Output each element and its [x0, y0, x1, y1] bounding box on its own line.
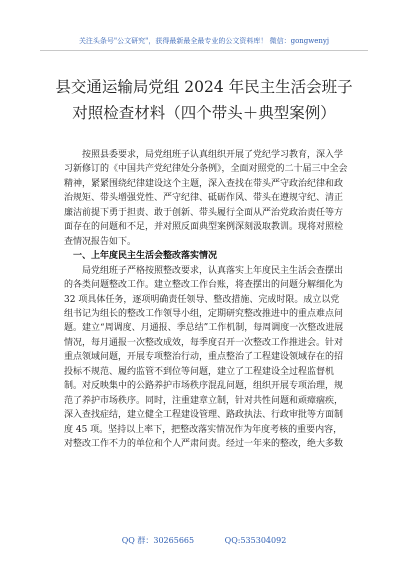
footer-contact [40, 535, 368, 546]
document-title-line-2: 对照检查材料（四个带头＋典型案例） [72, 104, 336, 122]
section-heading: 一、上年度民主生活会整改落实情况 [73, 251, 218, 262]
intro-paragraph: 按照县委要求，局党组班子认真组织开展了党纪学习教育，深入学习新修订的《中国共产党纪律处分条例》，全面对照党的二十届三中全会精神，紧紧围绕纪律建设这个主题，深入查找在带头严守政治纪律和政治规矩、带头增强党性、严守纪律、砥砺作风、带头在遵规守纪、清正廉洁前提下勇于担责、敢于创新、带头履行全面从严治党政治责任等方面存在的问题和不足，并对照反面典型案例深刻汲取教训。现将对照检查情况报告如下。 [64, 150, 348, 247]
header-divider [40, 50, 368, 51]
header-promo-note: 关注头条号"公文研究"，获得最新最全最专业的公文资料库！ 微信：gongwenyj [78, 37, 330, 45]
section-paragraph: 局党组班子严格按照整改要求，认真落实上年度民主生活会查摆出的各类问题整改工作。建立整改工作台账，将查摆出的问题分解细化为 32 项具体任务，逐项明确责任领导、整改措施、完成时限。成立以党组书记为组长的整改工作领导小组，定期研究整改推进中的重点难点问题。建立“周调度、月通报、季总结”工作机制，每周调度一次整改进展情况，每月通报一次整改成效，每季度召开一次整改工作推进会。针对重点领域问题，开展专项整治行动，重点整治了工程建设领域存在的招投标不规范、履约监管不到位等问题，建立了工程建设全过程监督机制。对反映集中的公路养护市场秩序混乱问题，组织开展专项治理，规范了养护市场秩序。同时，注重建章立制，针对共性问题和顽瘴痼疾，深入查找症结，建立健全工程建设管理、路政执法、行政审批等方面制度 45 项。坚持以上率下，把整改落实情况作为年度考核的重要内容，对整改工作不力的单位和个人严肃问责。经过一年来的整改，绝大多数 [64, 265, 344, 450]
document-body [64, 148, 348, 452]
document-title-line-1: 县交通运输局党组 2024 年民主生活会班子 [55, 78, 353, 96]
footer-qq-group: QQ 群：30265665 [121, 536, 195, 545]
footer-qq: QQ:535304092 [224, 536, 287, 545]
